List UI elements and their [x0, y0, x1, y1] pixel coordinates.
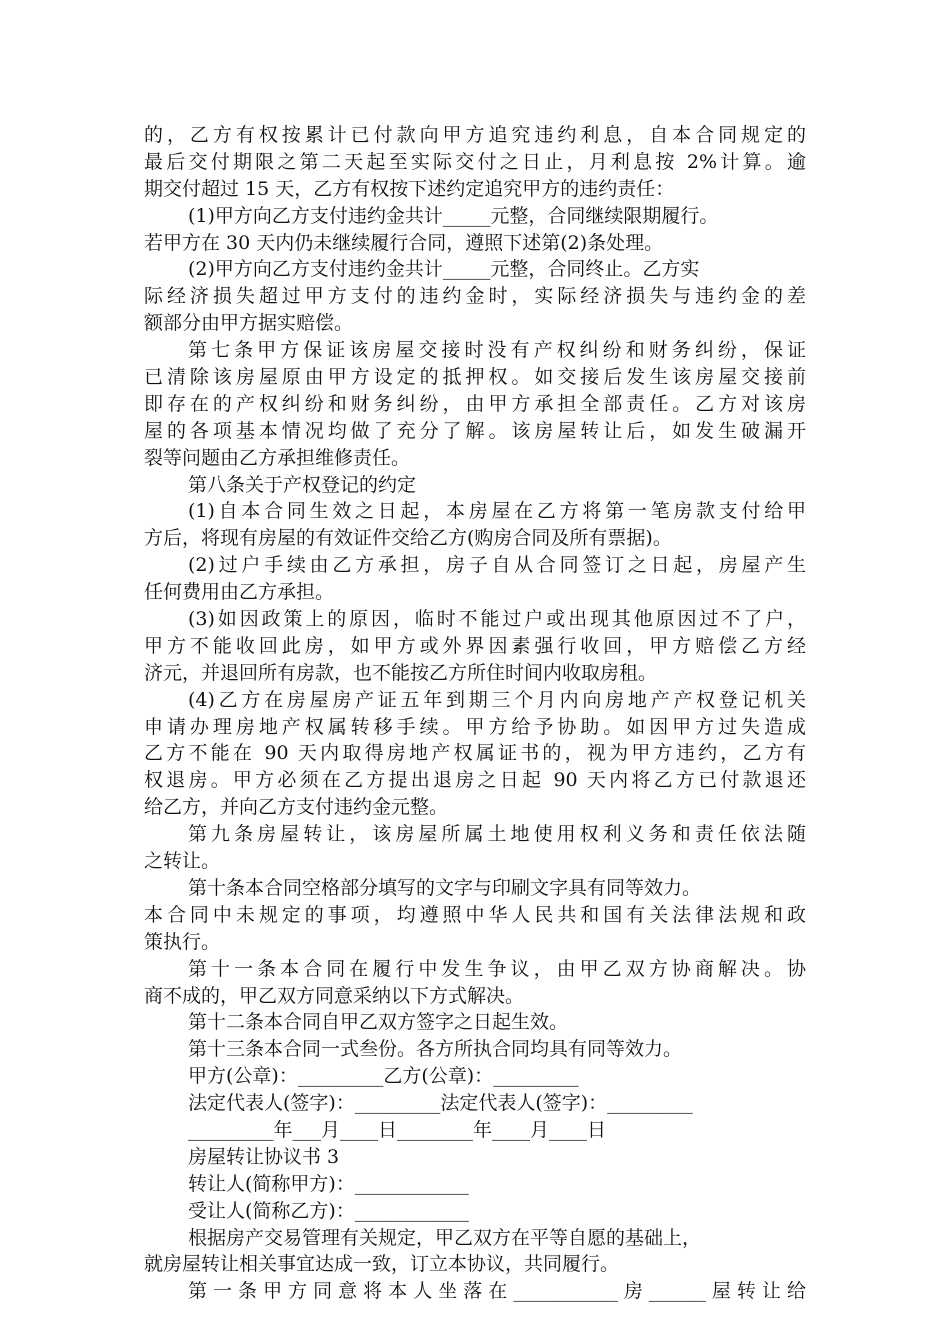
text-line: 期交付超过 15 天，乙方有权按下述约定追究甲方的违约责任： [144, 177, 675, 200]
text-line: 第一条甲方同意将本人坐落在___________房______屋转让给 [188, 1280, 806, 1303]
text-line: 济元，并退回所有房款，也不能按乙方所住时间内收取房租。 [144, 661, 658, 684]
text-line: 申请办理房地产权属转移手续。甲方给予协助。如因甲方过失造成 [144, 715, 806, 738]
text-line: 受让人(简称乙方)：____________ [188, 1199, 469, 1222]
text-line: 给乙方，并向乙方支付违约金元整。 [144, 796, 449, 819]
text-line: (1)自本合同生效之日起，本房屋在乙方将第一笔房款支付给甲 [188, 500, 806, 523]
text-line: _________年___月____日________年____月____日 [188, 1118, 607, 1141]
text-line: (2)过户手续由乙方承担，房子自从合同签订之日起，房屋产生 [188, 554, 806, 577]
text-line: 策执行。 [144, 930, 221, 953]
text-line: 方后，将现有房屋的有效证件交给乙方(购房合同及所有票据)。 [144, 527, 672, 550]
text-line: 转让人(简称甲方)：____________ [188, 1172, 469, 1195]
text-line: 根据房产交易管理有关规定，甲乙双方在平等自愿的基础上， [188, 1226, 702, 1249]
text-line: 权退房。甲方必须在乙方提出退房之日起 90 天内将乙方已付款退还 [144, 769, 806, 792]
text-line: 已清除该房屋原由甲方设定的抵押权。如交接后发生该房屋交接前 [144, 366, 806, 389]
text-line: (1)甲方向乙方支付违约金共计_____元整，合同继续限期履行。 [188, 204, 719, 227]
text-line: 即存在的产权纠纷和财务纠纷，由甲方承担全部责任。乙方对该房 [144, 392, 806, 415]
text-line: 任何费用由乙方承担。 [144, 581, 335, 604]
text-line: 法定代表人(签字)：_________法定代表人(签字)：_________ [188, 1092, 693, 1115]
text-line: 第九条房屋转让，该房屋所属土地使用权利义务和责任依法随 [188, 823, 806, 846]
text-line: 第十三条本合同一式叁份。各方所执合同均具有同等效力。 [188, 1038, 683, 1061]
text-line: 第十二条本合同自甲乙双方签字之日起生效。 [188, 1011, 569, 1034]
text-line: 甲方(公章)：_________乙方(公章)：_________ [188, 1065, 579, 1088]
text-line: 若甲方在 30 天内仍未继续履行合同，遵照下述第(2)条处理。 [144, 231, 664, 254]
text-line: 甲方不能收回此房，如甲方或外界因素强行收回，甲方赔偿乙方经 [144, 634, 806, 657]
text-line: 第七条甲方保证该房屋交接时没有产权纠纷和财务纠纷，保证 [188, 339, 806, 362]
text-line: 本合同中未规定的事项，均遵照中华人民共和国有关法律法规和政 [144, 903, 806, 926]
text-line: 商不成的，甲乙双方同意采纳以下方式解决。 [144, 984, 525, 1007]
text-line: 际经济损失超过甲方支付的违约金时，实际经济损失与违约金的差 [144, 285, 806, 308]
text-line: 屋的各项基本情况均做了充分了解。该房屋转让后，如发生破漏开 [144, 419, 806, 442]
text-line: 第十条本合同空格部分填写的文字与印刷文字具有同等效力。 [188, 876, 702, 899]
text-line: (4)乙方在房屋房产证五年到期三个月内向房地产产权登记机关 [188, 688, 806, 711]
text-line: 最后交付期限之第二天起至实际交付之日止，月利息按 2%计算。逾 [144, 150, 806, 173]
text-line: (3)如因政策上的原因，临时不能过户或出现其他原因过不了户， [188, 608, 806, 631]
text-line: 裂等问题由乙方承担维修责任。 [144, 446, 411, 469]
text-line: 之转让。 [144, 850, 221, 873]
text-line: 就房屋转让相关事宜达成一致，订立本协议，共同履行。 [144, 1253, 620, 1276]
text-line: 的，乙方有权按累计已付款向甲方追究违约利息，自本合同规定的 [144, 124, 806, 146]
text-line: (2)甲方向乙方支付违约金共计_____元整，合同终止。乙方实 [188, 258, 700, 281]
text-line: 第八条关于产权登记的约定 [188, 473, 417, 496]
document-body [144, 122, 806, 1305]
text-line: 乙方不能在 90 天内取得房地产权属证书的，视为甲方违约，乙方有 [144, 742, 806, 765]
text-line: 第十一条本合同在履行中发生争议，由甲乙双方协商解决。协 [188, 957, 806, 980]
text-line: 房屋转让协议书 3 [188, 1145, 340, 1168]
text-line: 额部分由甲方据实赔偿。 [144, 312, 354, 335]
